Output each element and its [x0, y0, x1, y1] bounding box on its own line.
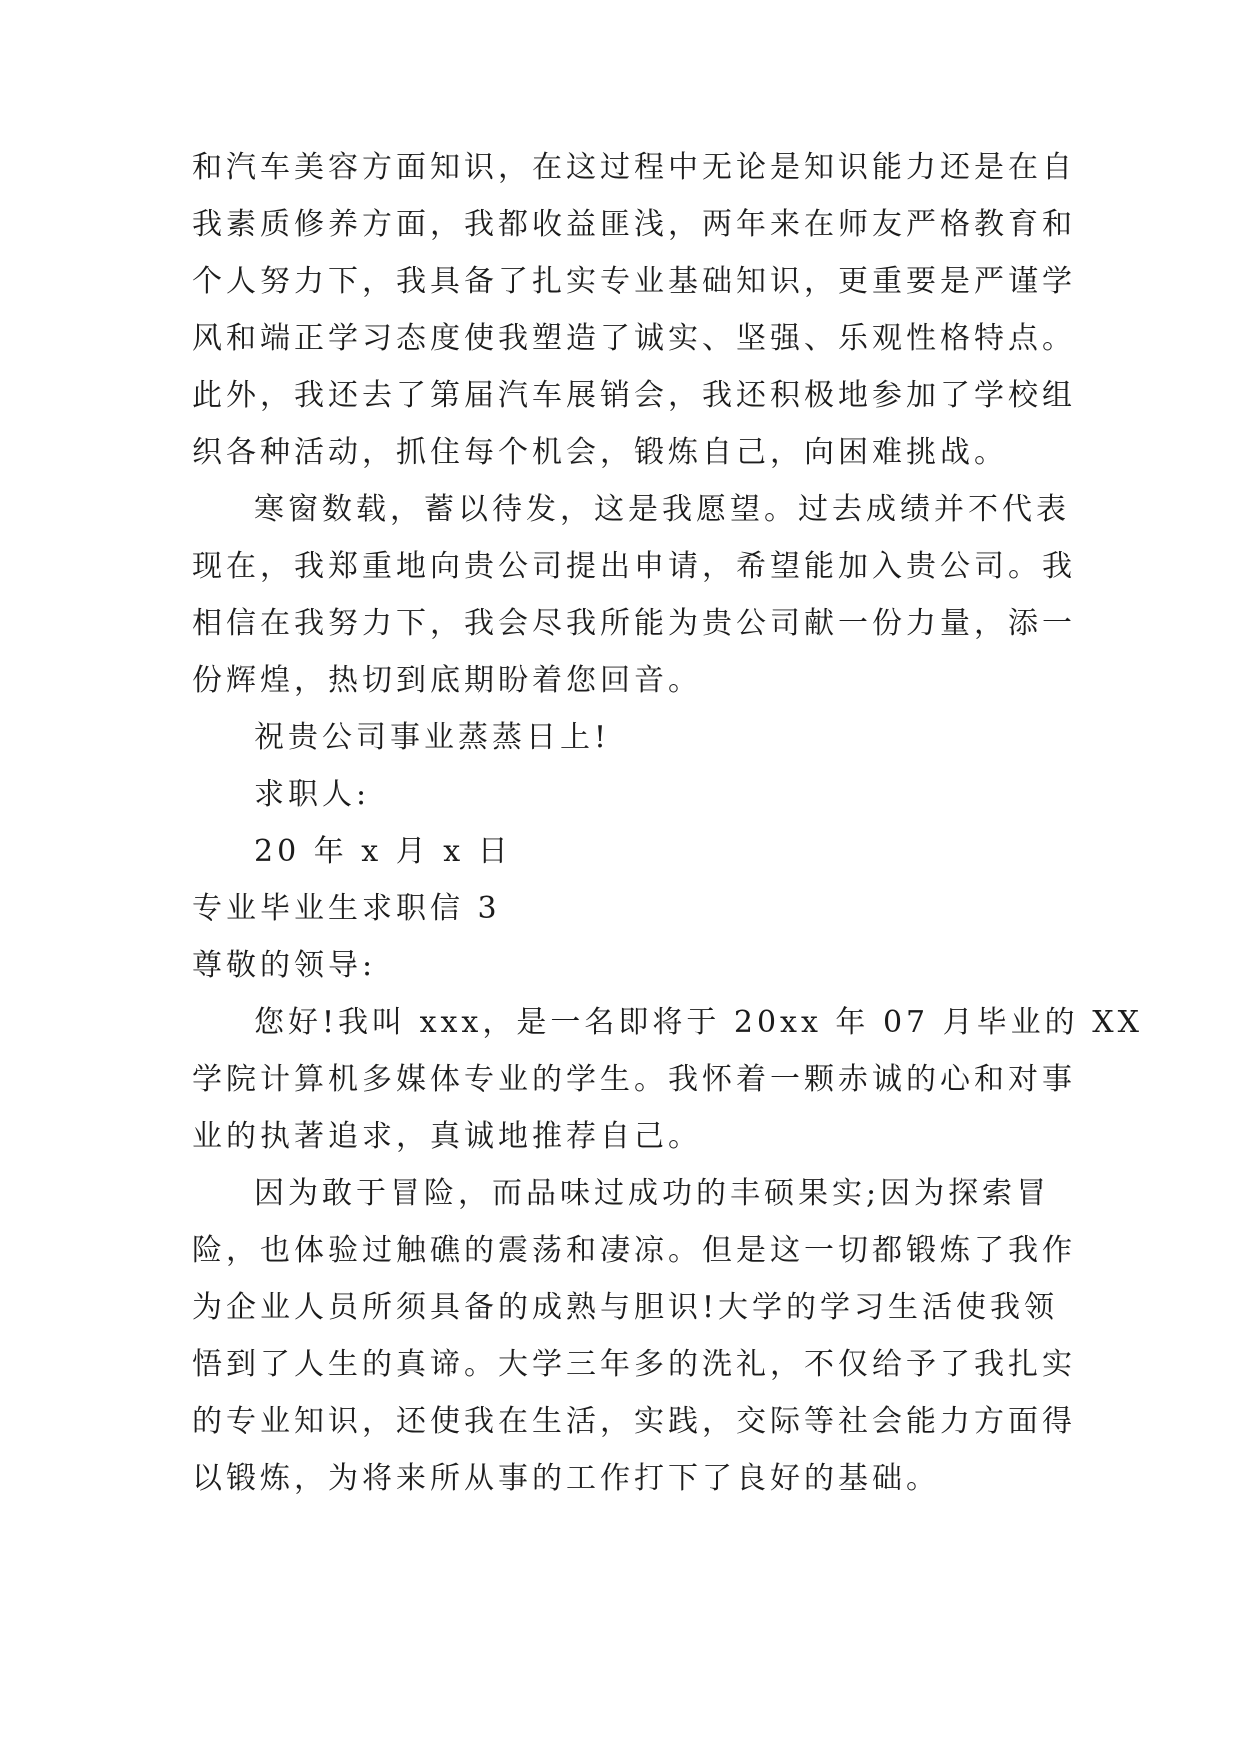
- paragraph-1-line-2: 我素质修养方面，我都收益匪浅，两年来在师友严格教育和: [192, 207, 1076, 242]
- paragraph-1-line-1: 和汽车美容方面知识，在这过程中无论是知识能力还是在自: [192, 150, 1076, 185]
- closing-wish: 祝贵公司事业蒸蒸日上!: [254, 720, 611, 755]
- paragraph-1-line-4: 风和端正学习态度使我塑造了诚实、坚强、乐观性格特点。: [192, 321, 1076, 356]
- paragraph-2-line-3: 相信在我努力下，我会尽我所能为贵公司献一份力量，添一: [192, 606, 1076, 641]
- paragraph-1-line-5: 此外，我还去了第届汽车展销会，我还积极地参加了学校组: [192, 378, 1076, 413]
- paragraph-4-line-6: 以锻炼，为将来所从事的工作打下了良好的基础。: [192, 1461, 940, 1496]
- section-title: 专业毕业生求职信 3: [192, 891, 501, 926]
- signature-label: 求职人:: [254, 777, 371, 812]
- paragraph-4-line-4: 悟到了人生的真谛。大学三年多的洗礼，不仅给予了我扎实: [192, 1347, 1076, 1382]
- paragraph-2-line-4: 份辉煌，热切到底期盼着您回音。: [192, 663, 702, 698]
- paragraph-4-line-5: 的专业知识，还使我在生活，实践，交际等社会能力方面得: [192, 1404, 1076, 1439]
- paragraph-1-line-3: 个人努力下，我具备了扎实专业基础知识，更重要是严谨学: [192, 264, 1076, 299]
- paragraph-3-line-2: 学院计算机多媒体专业的学生。我怀着一颗赤诚的心和对事: [192, 1062, 1076, 1097]
- paragraph-4-line-2: 险，也体验过触礁的震荡和凄凉。但是这一切都锻炼了我作: [192, 1233, 1076, 1268]
- letter-date: 20 年 x 月 x 日: [254, 834, 512, 869]
- paragraph-2-line-1: 寒窗数载，蓄以待发，这是我愿望。过去成绩并不代表: [254, 492, 1070, 527]
- salutation: 尊敬的领导:: [192, 948, 377, 983]
- paragraph-2-line-2: 现在，我郑重地向贵公司提出申请，希望能加入贵公司。我: [192, 549, 1076, 584]
- paragraph-4-line-3: 为企业人员所须具备的成熟与胆识!大学的学习生活使我领: [192, 1290, 1059, 1325]
- paragraph-4-line-1: 因为敢于冒险，而品味过成功的丰硕果实;因为探索冒: [254, 1176, 1051, 1211]
- paragraph-1-line-6: 织各种活动，抓住每个机会，锻炼自己，向困难挑战。: [192, 435, 1008, 470]
- paragraph-3-line-3: 业的执著追求，真诚地推荐自己。: [192, 1119, 702, 1154]
- paragraph-3-line-1: 您好!我叫 xxx，是一名即将于 20xx 年 07 月毕业的 XX: [254, 1005, 1143, 1040]
